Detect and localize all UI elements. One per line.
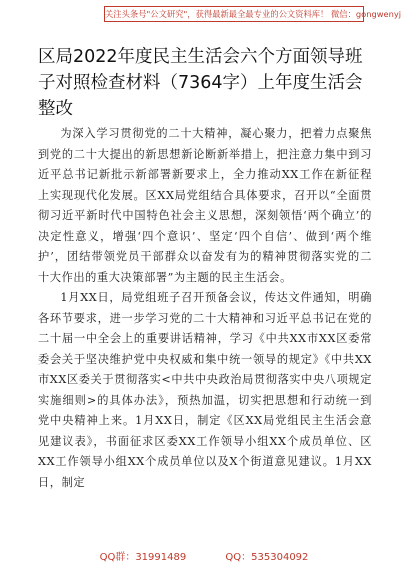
footer-qq-group: QQ群：31991489: [99, 552, 187, 563]
footer-contact: [0, 550, 408, 566]
paragraph: 为深入学习贯彻党的二十大精神，凝心聚力，把着力点聚焦到党的二十大提出的新思想新论断新举措上，把注意力集中到习近平总书记新批示新部署新要求上，全力推动XX工作在新征程上实现现代化发展。区XX局党组结合具体要求，召开以“全面贯彻习近平新时代中国特色社会主义思想，深刻领悟‘两个确立’的决定性意义，增强‘四个意识’、坚定‘四个自信’、做到‘两个维护’，团结带领党员干部群众以奋发有为的精神贯彻落实党的二十大作出的重大决策部署”为主题的民主生活会。: [38, 127, 372, 284]
document-title: 区局2022年度民主生活会六个方面领导班子对照检查材料（7364字）上年度生活会整改: [38, 47, 363, 119]
header-banner: 关注头条号"公文研究"，获得最新最全最专业的公文资料库！ 微信：gongwenyj: [104, 6, 364, 22]
document-body: [38, 124, 372, 493]
footer-qq: QQ：535304092: [225, 552, 309, 563]
paragraph: 1月XX日，局党组班子召开预备会议，传达文件通知，明确各环节要求，进一步学习党的二十大精神和习近平总书记在党的二十届一中全会上的重要讲话精神，学习《中共XX市XX区委常委会关于坚决维护党中央权威和集中统一领导的规定》《中共XX市XX区委关于贯彻落实<中共中央政治局贯彻落实中央八项规定实施细则>的具体办法》，预热加温，切实把思想和行动统一到党中央精神上来。1月XX日，制定《区XX局党组民主生活会意见建议表》，书面征求区委XX工作领导小组XX个成员单位、区XX工作领导小组XX个成员单位以及X个街道意见建议。1月XX日，制定: [38, 291, 372, 489]
